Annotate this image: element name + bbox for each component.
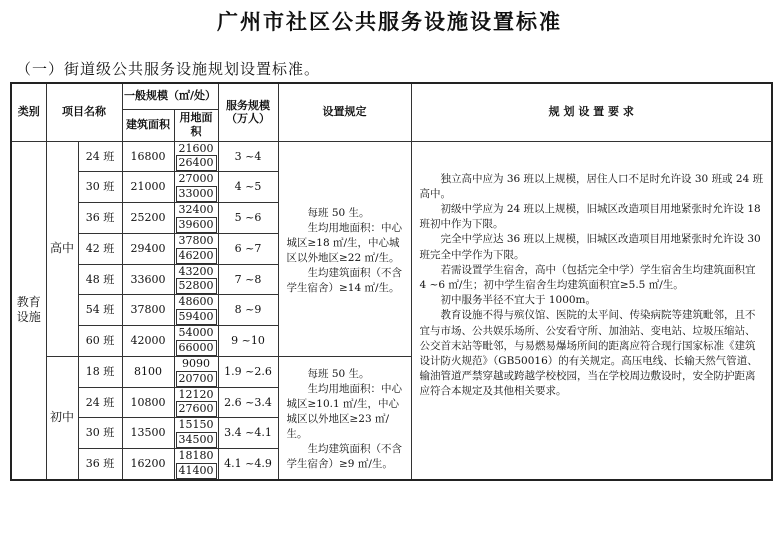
header-item: 项目名称 [46, 83, 122, 141]
classes-cell: 24 班 [78, 141, 122, 172]
building-area-cell: 33600 [122, 264, 174, 295]
building-area-cell: 13500 [122, 418, 174, 449]
service-scale-cell: 9 ~10 [218, 326, 278, 357]
classes-cell: 36 班 [78, 449, 122, 480]
classes-cell: 30 班 [78, 172, 122, 203]
classes-cell: 30 班 [78, 418, 122, 449]
building-area-cell: 25200 [122, 203, 174, 234]
service-scale-cell: 4 ~5 [218, 172, 278, 203]
building-area-cell: 42000 [122, 326, 174, 357]
header-requirements: 规 划 设 置 要 求 [411, 83, 772, 141]
land-area-cell: 21600 26400 [174, 141, 218, 172]
land-area-cell: 37800 46200 [174, 233, 218, 264]
senior-rules: 每班 50 生。 生均用地面积：中心城区≥18 ㎡/生，中心城区以外地区≥22 ㎡/生。 生均建筑面积（不含学生宿舍）≥14 ㎡/生。 [278, 141, 411, 356]
service-scale-cell: 3 ~4 [218, 141, 278, 172]
classes-cell: 60 班 [78, 326, 122, 357]
header-rules: 设置规定 [278, 83, 411, 141]
page-title: 广州市社区公共服务设施设置标准 [217, 10, 562, 34]
land-area-cell: 15150 34500 [174, 418, 218, 449]
building-area-cell: 29400 [122, 233, 174, 264]
land-area-cell: 43200 52800 [174, 264, 218, 295]
service-scale-cell: 4.1 ~4.9 [218, 449, 278, 480]
header-service-scale: 服务规模（万人） [218, 83, 278, 141]
header-building-area: 建筑面积 [122, 109, 174, 141]
land-area-cell: 27000 33000 [174, 172, 218, 203]
classes-cell: 24 班 [78, 387, 122, 418]
land-area-cell: 54000 66000 [174, 326, 218, 357]
service-scale-cell: 6 ~7 [218, 233, 278, 264]
building-area-cell: 8100 [122, 356, 174, 387]
classes-cell: 54 班 [78, 295, 122, 326]
land-area-cell: 48600 59400 [174, 295, 218, 326]
classes-cell: 42 班 [78, 233, 122, 264]
classes-cell: 36 班 [78, 203, 122, 234]
classes-cell: 18 班 [78, 356, 122, 387]
building-area-cell: 16200 [122, 449, 174, 480]
service-scale-cell: 5 ~6 [218, 203, 278, 234]
land-area-cell: 32400 39600 [174, 203, 218, 234]
classes-cell: 48 班 [78, 264, 122, 295]
section-subtitle: （一）街道级公共服务设施规划设置标准。 [16, 60, 321, 78]
land-area-cell: 9090 20700 [174, 356, 218, 387]
building-area-cell: 37800 [122, 295, 174, 326]
category-cell: 教育设施 [11, 141, 46, 480]
building-area-cell: 21000 [122, 172, 174, 203]
level-junior: 初中 [46, 356, 78, 480]
header-general-scale: 一般规模（㎡/处） [122, 83, 218, 109]
service-scale-cell: 1.9 ~2.6 [218, 356, 278, 387]
service-scale-cell: 7 ~8 [218, 264, 278, 295]
planning-requirements: 独立高中应为 36 班以上规模，居住人口不足时允许设 30 班或 24 班高中。 初级中学应为 24 班以上规模，旧城区改造项目用地紧张时允许设 18 班初中作为下限。 完全中学应达 36 班以上规模，旧城区改造项目用地紧张时允许设 30 班完全中学作为下限。 若需设置学生宿舍，高中（包括完全中学）学生宿舍生均建筑面积宜 4 ~6 ㎡/生；初中学生宿舍生均建筑面积宜≥5.5 ㎡/生。 初中服务半径不宜大于 1000m。 教育设施不得与殡仪馆、医院的太平间、传染病院等建筑毗邻，且不宜与市场、公共娱乐场所、公安看守所、加油站、变电站、垃圾压缩站、公交首末站等毗邻，与易燃易爆场所间的距离应符合现行国家标准《建筑设计防火规范》（GB50016）的有关规定。高压电线、长输天然气管道、输油管道严禁穿越或跨越学校校园，当在学校周边敷设时，安全防护距离应符合本规定及其他相关要求。 [411, 141, 772, 480]
land-area-cell: 18180 41400 [174, 449, 218, 480]
level-senior: 高中 [46, 141, 78, 356]
header-land-area: 用地面积 [174, 109, 218, 141]
building-area-cell: 10800 [122, 387, 174, 418]
header-category: 类别 [11, 83, 46, 141]
service-scale-cell: 3.4 ~4.1 [218, 418, 278, 449]
service-scale-cell: 8 ~9 [218, 295, 278, 326]
table-row [11, 141, 772, 172]
service-scale-cell: 2.6 ~3.4 [218, 387, 278, 418]
junior-rules: 每班 50 生。 生均用地面积：中心城区≥10.1 ㎡/生，中心城区以外地区≥23 ㎡/生。 生均建筑面积（不含学生宿舍）≥9 ㎡/生。 [278, 356, 411, 480]
land-area-cell: 12120 27600 [174, 387, 218, 418]
standards-table [10, 82, 773, 481]
building-area-cell: 16800 [122, 141, 174, 172]
